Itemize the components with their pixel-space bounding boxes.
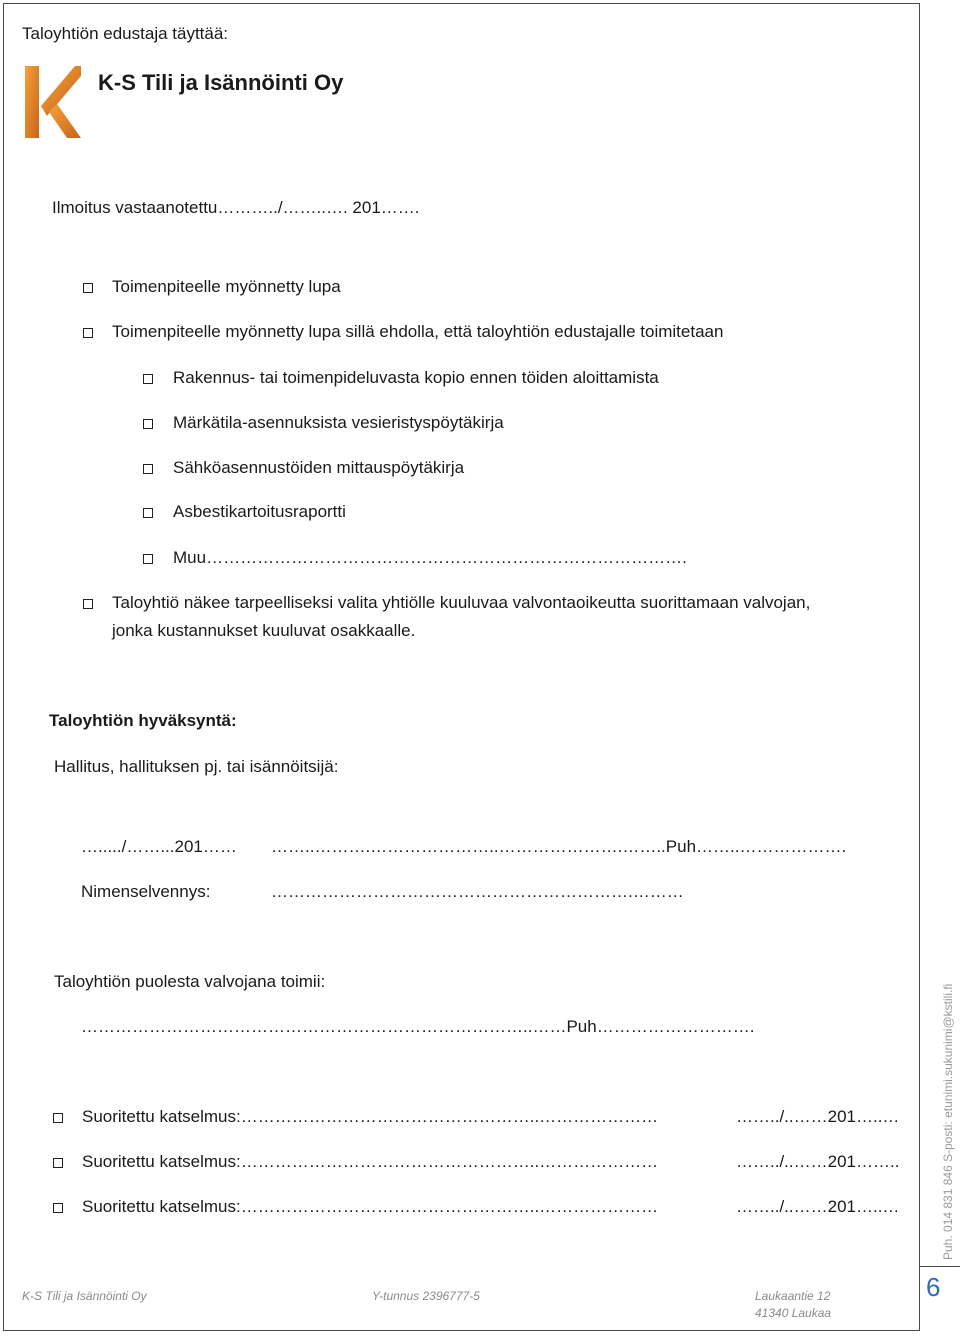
page-number: 6 xyxy=(926,1272,941,1302)
approval-signature-field[interactable]: ……..……….…………………..………………….……..Puh……..………………. xyxy=(271,837,847,856)
sub-option-waterproofing-report: Märkätila-asennuksista vesieristyspöytäkirja xyxy=(173,413,504,432)
company-name: K-S Tili ja Isännöinti Oy xyxy=(98,70,344,95)
option-permit-conditional: Toimenpiteelle myönnetty lupa sillä ehdolla, että taloyhtiön edustajalle toimitetaan xyxy=(112,322,724,341)
checkbox-inspection-3[interactable] xyxy=(53,1203,63,1213)
option-permit: Toimenpiteelle myönnetty lupa xyxy=(112,277,341,296)
filled-by-label: Taloyhtiön edustaja täyttää: xyxy=(22,24,229,43)
name-clarification-label: Nimenselvennys: xyxy=(81,882,211,901)
checkbox-other[interactable] xyxy=(143,554,153,564)
checkbox-permit-conditional[interactable] xyxy=(83,328,93,338)
sub-option-electrical-report: Sähköasennustöiden mittauspöytäkirja xyxy=(173,458,465,477)
page-number-divider xyxy=(920,1266,960,1267)
checkbox-permit[interactable] xyxy=(83,283,93,293)
checkbox-waterproofing-report[interactable] xyxy=(143,419,153,429)
received-date-line: Ilmoitus vastaanotettu………../……..…. 201……. xyxy=(52,198,420,217)
option-supervision-line2: jonka kustannukset kuuluvat osakkaalle. xyxy=(112,621,416,640)
footer-address-city: 41340 Laukaa xyxy=(755,1306,832,1320)
inspection-2-label: Suoritettu katselmus:……………………………………………..………………… xyxy=(82,1152,659,1171)
approval-signer: Hallitus, hallituksen pj. tai isännöitsijä: xyxy=(54,757,339,776)
supervisor-field[interactable]: ……………………………………………………………………..……Puh………………………. xyxy=(81,1017,755,1036)
footer-address-street: Laukaantie 12 xyxy=(755,1289,831,1303)
supervisor-heading: Taloyhtiön puolesta valvojana toimii: xyxy=(54,972,326,991)
sub-option-other: Muu…………………………………………………………………………. xyxy=(173,548,687,567)
company-logo-icon xyxy=(25,66,81,138)
footer-business-id: Y-tunnus 2396777-5 xyxy=(372,1289,480,1303)
sub-option-building-permit-copy: Rakennus- tai toimenpideluvasta kopio ennen töiden aloittamista xyxy=(173,368,659,387)
checkbox-inspection-2[interactable] xyxy=(53,1158,63,1168)
inspection-3-label: Suoritettu katselmus:……………………………………………..………………… xyxy=(82,1197,659,1216)
approval-heading: Taloyhtiön hyväksyntä: xyxy=(49,711,237,730)
option-supervision-line1: Taloyhtiö näkee tarpeelliseksi valita yhtiölle kuuluvaa valvontaoikeutta suorittamaan valvojan, xyxy=(112,593,811,612)
sidebar-contact: Puh. 014 831 846 S-posti: etunimi.sukunimi@kstili.fi xyxy=(941,983,955,1260)
inspection-2-date[interactable]: ……../..……201…….. xyxy=(736,1152,900,1171)
inspection-3-date[interactable]: ……../..……201…..… xyxy=(736,1197,900,1216)
checkbox-asbestos-report[interactable] xyxy=(143,508,153,518)
footer-company: K-S Tili ja Isännöinti Oy xyxy=(22,1289,147,1303)
name-clarification-field[interactable]: ……………………………………………………….……… xyxy=(271,882,684,901)
checkbox-building-permit-copy[interactable] xyxy=(143,374,153,384)
checkbox-inspection-1[interactable] xyxy=(53,1113,63,1123)
approval-date-field[interactable]: …...../……...201…… xyxy=(81,837,237,856)
sub-option-asbestos-report: Asbestikartoitusraportti xyxy=(173,502,346,521)
inspection-1-date[interactable]: ……../..……201…..… xyxy=(736,1107,900,1126)
inspection-1-label: Suoritettu katselmus:……………………………………………..………………… xyxy=(82,1107,659,1126)
checkbox-supervision[interactable] xyxy=(83,599,93,609)
checkbox-electrical-report[interactable] xyxy=(143,464,153,474)
